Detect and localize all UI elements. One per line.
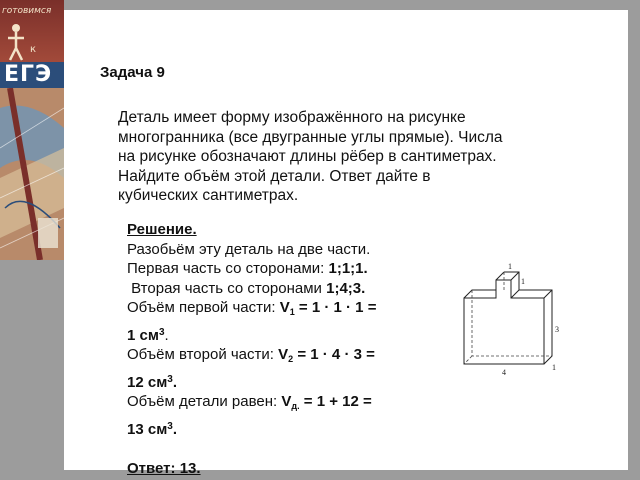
part1-line [127,259,447,279]
solution-split-text: Разобьём эту деталь на две части. [127,240,371,258]
volume2-result-sup: 3 [167,373,173,385]
volume1-result: 1 см [127,326,159,344]
task-title: Задача 9 [100,64,165,81]
solution-heading-line [127,220,447,240]
volume-total-line [127,392,447,417]
solution-block [127,220,447,478]
ege-banner [0,0,64,260]
part1-dims: 1;1;1. [328,260,368,277]
banner-header [0,0,64,62]
polyhedron-figure [456,260,566,380]
label-bottom: 4 [502,368,506,377]
volume2-var: V [278,346,289,363]
solution-heading: Решение. [127,221,197,238]
volume2-result-line: 12 $см^3$. [127,373,178,391]
volume-total-result: 13 см [127,420,168,438]
banner-letter: к [30,44,37,55]
volume1-var: V [279,299,290,316]
volume1-result-sup: 3 [158,326,165,338]
student-figure-icon [4,22,28,62]
blank-line [127,439,447,459]
volume2-sub: 2 [288,354,294,364]
volume1-expr: = 1 · 1 · 1 = [298,299,377,316]
volume-total-expr: = 1 + 12 = [303,393,372,410]
part1-prefix: Первая часть со сторонами: [127,260,325,277]
volume1-result-line: 1 $см^3$. [127,326,169,344]
part2-dims: 1;4;3. [326,279,366,297]
hidden-edges [464,272,552,364]
label-right: 3 [555,325,559,334]
problem-statement [118,108,588,206]
volume1-line [127,298,447,323]
problem-line: Деталь имеет форму изображённого на рисунке [118,109,466,126]
label-top: 1 [508,262,512,271]
depth-edges [464,272,552,298]
volume-total-sub: д. [291,401,300,411]
ege-logo: ЕГЭ [0,62,64,88]
math-collage-decoration [0,88,64,260]
problem-line: на рисунке обозначают длины рёбер в сантиметрах. [118,148,497,165]
volume2-line [127,345,447,370]
label-tab-side: 1 [521,277,525,286]
volume1-sub: 1 [289,307,295,317]
label-depth: 1 [552,363,556,372]
volume-total-result-line: 13 $см^3$. [127,420,178,438]
problem-line: многогранника (все двугранные углы прямые). Числа [118,128,503,146]
volume-total-var: V [281,393,292,410]
volume-total-prefix: Объём детали равен: [127,393,278,410]
part2-line [127,279,447,299]
volume1-prefix: Объём первой части: [127,299,276,316]
answer-line [127,459,447,479]
banner-tagline: готовимся [2,6,52,16]
volume-total-result-sup: 3 [167,420,173,432]
problem-line: кубических сантиметрах. [118,187,299,204]
volume2-expr: = 1 · 4 · 3 = [297,346,375,363]
volume2-result: 12 см [127,373,168,391]
problem-line: Найдите объём этой детали. Ответ дайте в [118,167,431,185]
answer: Ответ: 13. [127,459,201,477]
front-face-outline [464,280,544,364]
volume2-prefix: Объём второй части: [127,346,274,363]
part2-prefix: Вторая часть со сторонами [131,279,322,297]
content-card [64,10,628,477]
